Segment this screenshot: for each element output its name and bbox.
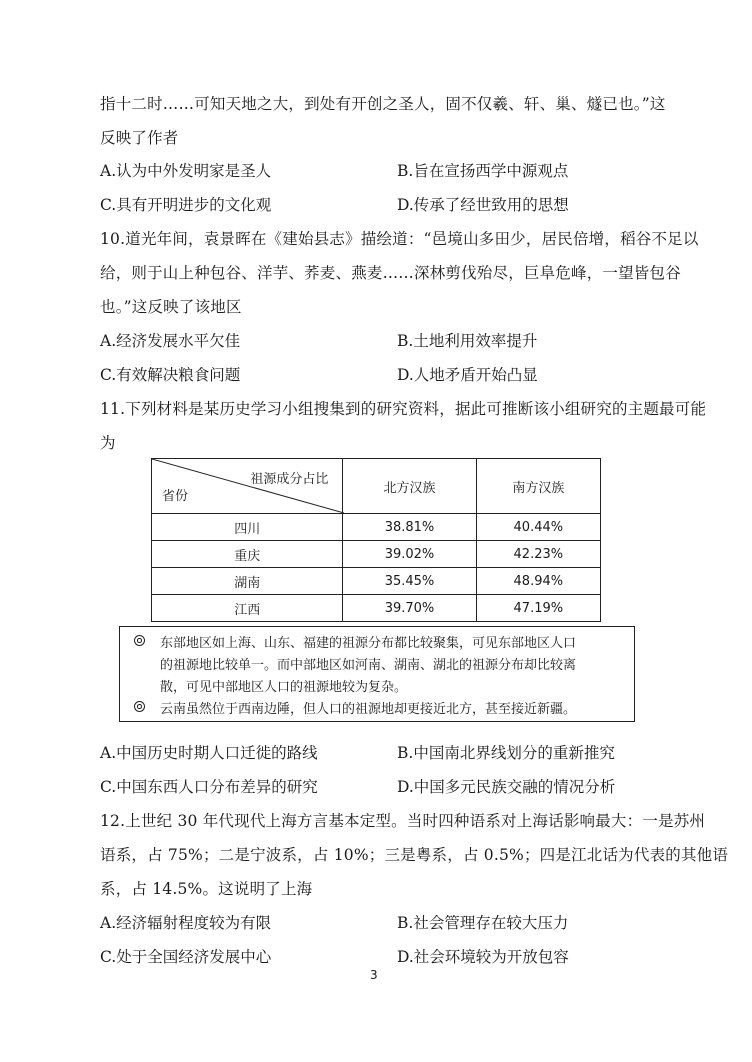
q12-stem-line-3: 系，占 14.5%。这说明了上海 (100, 880, 313, 898)
note-2-line-1: 云南虽然位于西南边陲，但人口的祖源地却更接近北方，甚至接近新疆。 (160, 702, 577, 717)
table-header-diagonal-cell (152, 459, 343, 514)
south-value-cell: 48.94% (476, 568, 600, 595)
q9-option-b: B.旨在宣扬西学中源观点 (397, 162, 569, 180)
q12-stem-line-1: 12.上世纪 30 年代现代上海方言基本定型。当时四种语系对上海话影响最大：一是苏州 (100, 812, 706, 830)
q10-stem-line-3: 也。”这反映了该地区 (100, 298, 242, 316)
q12-option-c: C.处于全国经济发展中心 (100, 948, 272, 966)
note-1-line-1: 东部地区如上海、山东、福建的祖源分布都比较聚集，可见东部地区人口 (160, 636, 577, 651)
province-cell: 湖南 (152, 568, 343, 595)
page-number: 3 (370, 968, 378, 982)
double-circle-bullet-icon (134, 701, 145, 712)
q11-option-c: C.中国东西人口分布差异的研究 (100, 778, 318, 796)
q9-stem-line-2: 反映了作者 (100, 129, 179, 147)
header-province: 省份 (162, 489, 189, 504)
province-cell: 重庆 (152, 541, 343, 568)
ancestry-table (151, 458, 601, 622)
table-row (152, 541, 601, 568)
header-ancestry-ratio: 祖源成分占比 (250, 472, 329, 487)
south-value-cell: 42.23% (476, 541, 600, 568)
q11-stem-line-1: 11.下列材料是某历史学习小组搜集到的研究资料，据此可推断该小组研究的主题最可能 (100, 400, 707, 418)
q9-option-a: A.认为中外发明家是圣人 (100, 162, 272, 180)
q9-option-d: D.传承了经世致用的思想 (397, 196, 569, 214)
header-north-han: 北方汉族 (343, 459, 476, 514)
table-row (152, 514, 601, 541)
note-1-line-2: 的祖源地比较单一。而中部地区如河南、湖南、湖北的祖源分布却比较离 (160, 658, 577, 673)
q9-stem-line-1: 指十二时……可知天地之大，到处有开创之圣人，固不仅羲、轩、巢、燧已也。”这 (100, 95, 666, 113)
q10-option-d: D.人地矛盾开始凸显 (397, 366, 538, 384)
province-cell: 四川 (152, 514, 343, 541)
q10-stem-line-1: 10.道光年间，袁景晖在《建始县志》描绘道：“邑境山多田少，居民倍增，稻谷不足以 (100, 230, 699, 248)
q12-stem-line-2: 语系，占 75%；二是宁波系，占 10%；三是粤系，占 0.5%；四是江北话为代表的其他语 (100, 846, 729, 864)
q11-option-b: B.中国南北界线划分的重新推究 (397, 744, 615, 762)
q10-option-c: C.有效解决粮食问题 (100, 366, 241, 384)
q11-option-a: A.中国历史时期人口迁徙的路线 (100, 744, 318, 762)
q10-option-a: A.经济发展水平欠佳 (100, 332, 241, 350)
note-1-line-3: 散，可见中部地区人口的祖源地较为复杂。 (160, 680, 408, 695)
q9-option-c: C.具有开明进步的文化观 (100, 196, 272, 214)
q10-stem-line-2: 给，则于山上种包谷、洋芋、荞麦、燕麦……深林剪伐殆尽，巨阜危峰，一望皆包谷 (100, 264, 681, 282)
north-value-cell: 35.45% (343, 568, 476, 595)
q11-option-d: D.中国多元民族交融的情况分析 (397, 778, 616, 796)
north-value-cell: 38.81% (343, 514, 476, 541)
north-value-cell: 39.70% (343, 595, 476, 622)
material-note-box (119, 626, 635, 722)
q11-stem-line-2: 为 (100, 434, 116, 452)
south-value-cell: 47.19% (476, 595, 600, 622)
table-row (152, 568, 601, 595)
table-row (152, 595, 601, 622)
double-circle-bullet-icon (134, 635, 145, 646)
south-value-cell: 40.44% (476, 514, 600, 541)
province-cell: 江西 (152, 595, 343, 622)
header-south-han: 南方汉族 (476, 459, 600, 514)
q12-option-b: B.社会管理存在较大压力 (397, 914, 569, 932)
north-value-cell: 39.02% (343, 541, 476, 568)
q10-option-b: B.土地利用效率提升 (397, 332, 538, 350)
q12-option-a: A.经济辐射程度较为有限 (100, 914, 272, 932)
q12-option-d: D.社会环境较为开放包容 (397, 948, 569, 966)
